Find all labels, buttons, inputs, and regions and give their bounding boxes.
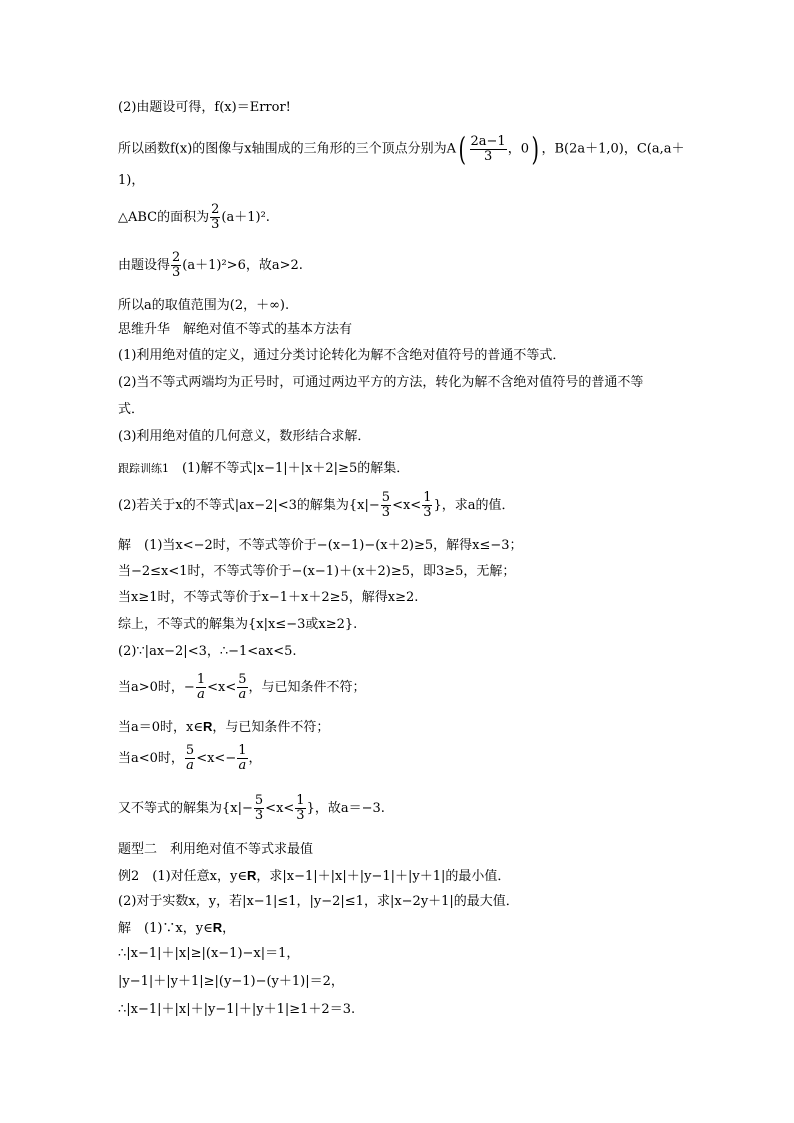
line-5: 由题设得 $\frac{2}{3}$ (a＋1)²>6，故a>2. [118, 250, 303, 280]
line-2: 所以函数f(x)的图像与x轴围成的三角形的三个顶点分别为A( $\frac{2a-1}{3}$ ，0) ，B(2a＋1,0)，C(a,a＋ [118, 130, 685, 168]
fraction: $\frac{1}{3}$ [423, 490, 432, 520]
line-7: 思维升华 解绝对值不等式的基本方法有 [118, 322, 353, 337]
line-20: 当a＝0时，x∈R，与已知条件不符； [118, 719, 330, 735]
line-4: △ABC的面积为 $\frac{2}{3}$ (a＋1)². [118, 202, 270, 232]
line-25: (2)对于实数x，y，若|x−1|≤1，|y−2|≤1，求|x−2y＋1|的最大值． [118, 894, 519, 909]
line-1: (2)由题设可得，f(x)＝Error! [118, 100, 291, 115]
line-26: 解 (1)∵x，y∈R， [118, 920, 236, 936]
fraction: $\frac{2}{3}$ [172, 250, 181, 280]
line-12: 跟踪训练1 (1)解不等式|x−1|＋|x＋2|≥5的解集． [118, 461, 410, 476]
fraction: $\frac{5}{3}$ [254, 793, 264, 823]
line-3: 1)， [118, 173, 145, 188]
line-17: 综上，不等式的解集为{x|x≤−3或x≥2}. [118, 617, 358, 632]
fraction: $\frac{1}{a}$ [196, 672, 206, 702]
line-27: ∴|x−1|＋|x|≥|(x−1)−x|＝1， [118, 946, 300, 961]
line-22: 又不等式的解集为{x|− $\frac{5}{3}$ <x< $\frac{1}{3}$ }，故a＝−3. [118, 793, 385, 823]
line-11: (3)利用绝对值的几何意义，数形结合求解． [118, 429, 371, 444]
fraction: $\frac{2a-1}{3}$ [470, 133, 506, 164]
line-10: 式． [118, 402, 145, 417]
line-29: ∴|x−1|＋|x|＋|y−1|＋|y＋1|≥1＋2＝3. [118, 1002, 356, 1017]
line-14: 解 (1)当x<−2时，不等式等价于−(x−1)−(x＋2)≥5，解得x≤−3； [118, 538, 523, 553]
line-15: 当−2≤x<1时，不等式等价于−(x−1)＋(x＋2)≥5，即3≥5，无解； [118, 564, 516, 579]
fraction: $\frac{5}{a}$ [185, 743, 195, 773]
line-18: (2)∵|ax−2|<3，∴−1<ax<5. [118, 644, 297, 659]
line-8: (1)利用绝对值的定义，通过分类讨论转化为解不含绝对值符号的普通不等式． [118, 348, 566, 363]
line-24: 例2 (1)对任意x，y∈R，求|x−1|＋|x|＋|y−1|＋|y＋1|的最小值． [118, 868, 511, 884]
line-28: |y−1|＋|y＋1|≥|(y−1)−(y＋1)|＝2， [118, 974, 344, 989]
line-6: 所以a的取值范围为(2，＋∞). [118, 298, 290, 313]
line-16: 当x≥1时，不等式等价于x−1＋x＋2≥5，解得x≥2. [118, 590, 419, 605]
line-21: 当a<0时， $\frac{5}{a}$ <x<− $\frac{1}{a}$ ， [118, 743, 262, 773]
line-9: (2)当不等式两端均为正号时，可通过两边平方的方法，转化为解不含绝对值符号的普通不等 [118, 375, 644, 390]
line-19: 当a>0时，− $\frac{1}{a}$ <x< $\frac{5}{a}$ ，与已知条件不符； [118, 672, 366, 702]
fraction: $\frac{1}{a}$ [238, 743, 247, 773]
section-heading: 题型二 利用绝对值不等式求最值 [118, 842, 314, 857]
line-13: (2)若关于x的不等式|ax−2|<3的解集为{x|− $\frac{5}{3}$ <x< $\frac{1}{3}$ }，求a的值． [118, 490, 515, 520]
fraction: $\frac{2}{3}$ [211, 202, 220, 232]
fraction: $\frac{5}{a}$ [238, 672, 247, 702]
fraction: $\frac{1}{3}$ [296, 793, 305, 823]
fraction: $\frac{5}{3}$ [381, 490, 391, 520]
